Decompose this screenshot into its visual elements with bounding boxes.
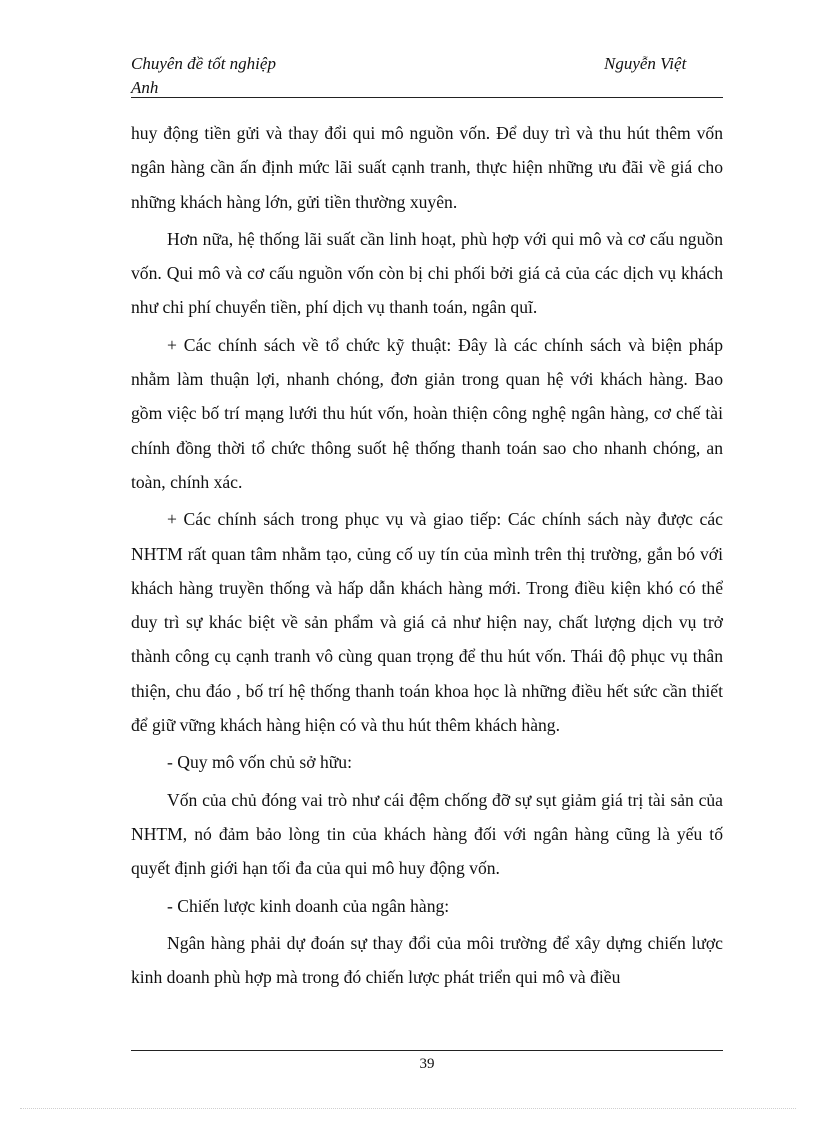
paragraph: Hơn nữa, hệ thống lãi suất cần linh hoạt, phù hợp với qui mô và cơ cấu nguồn vốn. Qui mô và cơ cấu nguồn vốn còn bị chi phối bởi giá cả của các dịch vụ khách như chi phí chuyển tiền, phí dịch vụ thanh toán, ngân quĩ. [131, 228, 723, 318]
subheading: - Chiến lược kinh doanh của ngân hàng: [167, 895, 450, 916]
subheading: - Quy mô vốn chủ sở hữu: [167, 752, 352, 773]
header-title-text: Chuyên đề tốt nghiệp [131, 54, 276, 73]
header-author: Nguyễn Việt [604, 54, 687, 73]
paragraph: + Các chính sách về tổ chức kỹ thuật: Đây là các chính sách và biện pháp nhằm làm thuận lợi, nhanh chóng, đơn giản trong quan hệ với khách hàng. Bao gồm việc bố trí mạng lưới thu hút vốn, hoàn thiện công nghệ ngân hàng, cơ chế tài chính đồng thời tổ chức thông suốt hệ thống thanh toán sao cho nhanh chóng, an toàn, chính xác. [131, 334, 723, 492]
paragraph: huy động tiền gửi và thay đổi qui mô nguồn vốn. Để duy trì và thu hút thêm vốn ngân hàng cần ấn định mức lãi suất cạnh tranh, thực hiện những ưu đãi về giá cho những khách hàng lớn, gửi tiền thường xuyên. [131, 123, 723, 212]
page-bottom-border [20, 1108, 796, 1109]
paragraph: + Các chính sách trong phục vụ và giao tiếp: Các chính sách này được các NHTM rất quan tâm nhằm tạo, củng cố uy tín của mình trên thị trường, gắn bó với khách hàng truyền thống và hấp dẫn khách hàng mới. Trong điều kiện khó có thể duy trì sự khác biệt về sản phẩm và giá cả như hiện nay, chất lượng dịch vụ trở thành công cụ cạnh tranh vô cùng quan trọng để thu hút vốn. Thái độ phục vụ thân thiện, chu đáo , bố trí hệ thống thanh toán khoa học là những điều hết sức cần thiết để giữ vững khách hàng hiện có và thu hút thêm khách hàng. [131, 509, 723, 736]
header-divider [131, 97, 723, 98]
header-document-title [131, 52, 331, 100]
paragraph: Vốn của chủ đóng vai trò như cái đệm chống đỡ sự sụt giảm giá trị tài sản của NHTM, nó đảm bảo lòng tin của khách hàng đối với ngân hàng cũng là yếu tố quyết định giới hạn tối đa của qui mô huy động vốn. [131, 789, 723, 879]
paragraph: Ngân hàng phải dự đoán sự thay đổi của môi trường để xây dựng chiến lược kinh doanh phù hợp mà trong đó chiến lược phát triển qui mô và điều [131, 932, 723, 988]
page-body [131, 116, 723, 997]
header-author-surname: Anh [131, 78, 159, 97]
page-number: 39 [419, 1056, 435, 1072]
footer-divider [131, 1050, 723, 1051]
